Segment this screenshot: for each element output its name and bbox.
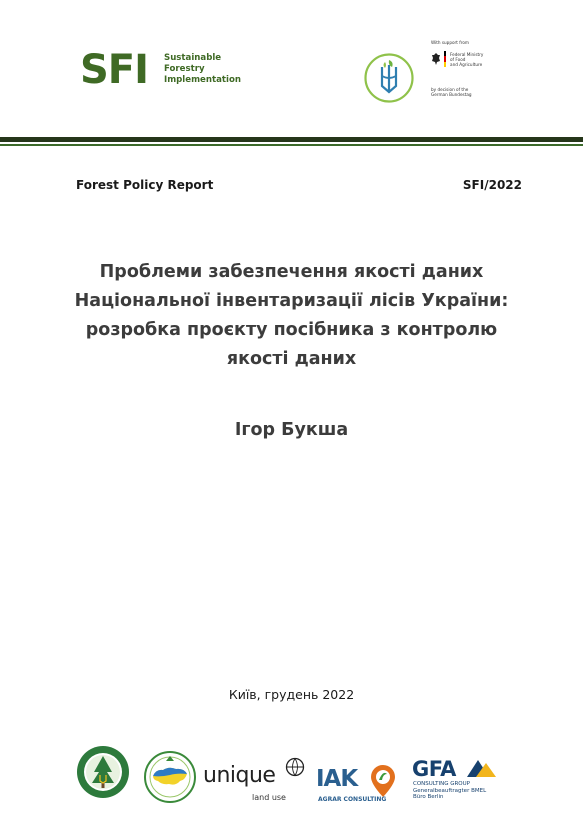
unique-land-use-logo: [203, 757, 311, 807]
gfa-subtitle-line-2: Generalbeauftragter BMEL: [413, 787, 487, 794]
report-type: Forest Policy Report: [76, 178, 214, 192]
title-line-4: якості даних: [226, 349, 357, 369]
gfa-triangle-icon: [464, 757, 498, 779]
bmel-ministry-text: [450, 52, 483, 67]
bmel-ministry-line-2: of Food: [450, 57, 466, 62]
sfi-logo: [80, 48, 260, 92]
sfi-tagline-line-1: Sustainable: [164, 53, 222, 63]
forest-agency-seal-icon: [76, 745, 130, 799]
bmel-ministry-line-3: and Agriculture: [450, 62, 483, 67]
bmel-ministry-line-1: Federal Ministry: [450, 52, 484, 57]
iak-subtitle: AGRAR CONSULTING: [318, 796, 387, 803]
document-title: [60, 258, 523, 374]
unique-subtitle: land use: [252, 793, 286, 802]
author-name: Ігор Букша: [234, 420, 349, 440]
title-line-3: розробка проєкту посібника з контролю: [85, 320, 498, 340]
location-pin-icon: [368, 764, 398, 798]
gfa-consulting-logo: [412, 757, 502, 807]
gfa-subtitle-line-1: CONSULTING GROUP: [413, 781, 470, 787]
gfa-subtitle-line-3: Büro Berlin: [413, 794, 444, 800]
sfi-logo-letters: SFI: [80, 47, 149, 93]
bmel-decision-line-2: German Bundestag: [431, 92, 472, 97]
gfa-subtitle: [413, 781, 486, 801]
sfi-logo-tagline: [164, 53, 241, 86]
unique-wordmark: unique: [203, 763, 276, 788]
bmel-decision-text: [431, 87, 472, 97]
trident-emblem-icon: [363, 52, 415, 104]
title-line-2: Національної інвентаризації лісів України:: [74, 291, 509, 311]
report-code: SFI/2022: [462, 178, 522, 192]
german-flag-icon: [444, 51, 446, 67]
header-divider-thick: [0, 137, 583, 142]
header-divider-thin: [0, 144, 583, 146]
bmel-decision-line-1: by decision of the: [431, 87, 469, 92]
bmel-logo: [431, 40, 511, 104]
iak-wordmark: IAK: [316, 766, 358, 792]
bmel-support-text: With support from: [431, 40, 469, 45]
federal-eagle-icon: [431, 52, 441, 66]
ukraine-map-seal-icon: [144, 751, 196, 803]
sfi-tagline-line-3: Implementation: [164, 75, 241, 85]
sfi-tagline-line-2: Forestry: [164, 64, 205, 74]
title-line-1: Проблеми забезпечення якості даних: [99, 262, 484, 282]
iak-agrar-consulting-logo: [316, 764, 402, 808]
place-date: Київ, грудень 2022: [228, 687, 355, 702]
globe-icon: [285, 757, 305, 777]
gfa-wordmark: GFA: [412, 757, 456, 781]
